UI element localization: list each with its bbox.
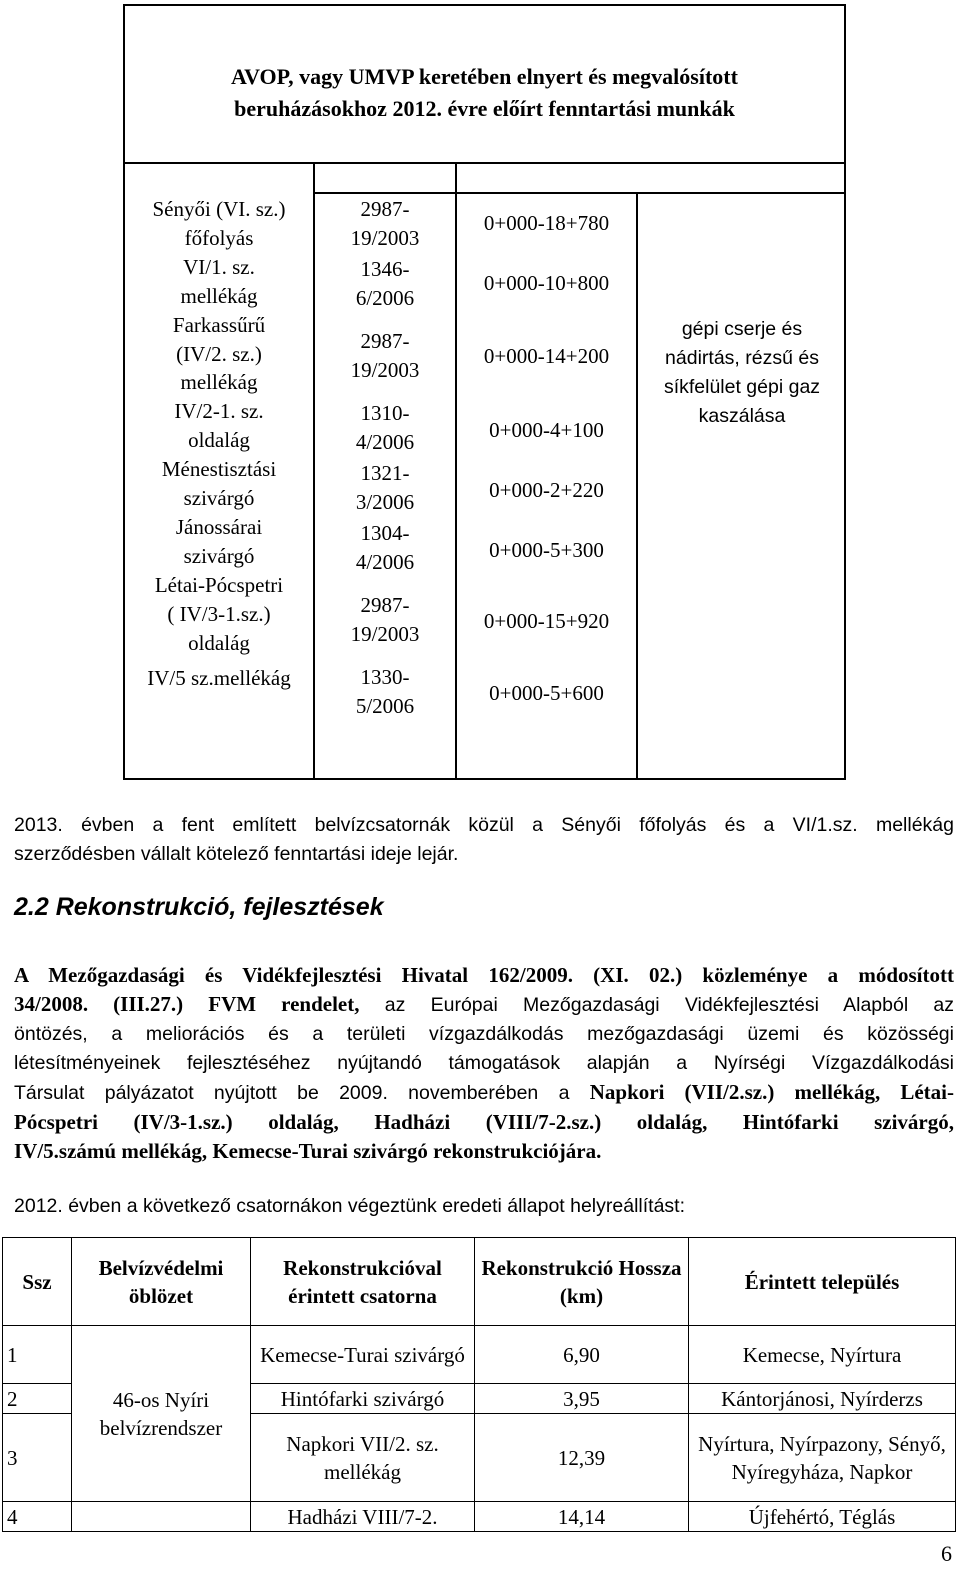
district-cell: 46-os Nyíri belvízrendszer xyxy=(72,1326,251,1502)
paragraph-restoration: 2012. évben a következő csatornákon végeztünk eredeti állapot helyreállítást: xyxy=(14,1195,686,1217)
paragraph-expiry: 2013. évben a fent említett belvízcsatornák közül a Sényői főfolyás és a VI/1.sz. mellékág szerződésben vállalt kötelező fenntartási ideje lejár. xyxy=(14,814,954,865)
reconstruction-table xyxy=(2,1237,956,1532)
page-number: 6 xyxy=(941,1541,952,1566)
paragraph-reconstruction: A Mezőgazdasági és Vidékfejlesztési Hivatal 162/2009. (XI. 02.) közleménye a módosított 34/2008. (III.27.) FVM rendelet, az Európai Mezőgazdasági Vidékfejlesztési Alapból az öntözés, a meliorációs és a területi vízgazdálkodás mezőgazdasági üzemi és közösségi létesítményeinek fejlesztéséhez nyújtandó támogatások alapján a Nyírségi Vízgazdálkodási Társulat pályázatot nyújtott be 2009. novemberében a Napkori (VII/2.sz.) mellékág, Létai- Pócspetri (IV/3-1.sz.) oldalág, Hadházi (VIII/7-2.sz.) oldalág, Hintófarki szivárgó, IV/5.számú mellékág, Kemecse-Turai szivárgó rekonstrukciójára. xyxy=(14,963,955,1163)
work-description: gépi cserje és nádirtás, rézsű és síkfelület gépi gaz kaszálása xyxy=(663,318,821,427)
table-title: AVOP, vagy UMVP keretében elnyert és megvalósított beruházásokhoz 2012. évre előírt fenntartási munkák xyxy=(231,64,738,121)
divider xyxy=(313,192,846,194)
table-header-row xyxy=(3,1238,956,1326)
section-heading: 2.2 Rekonstrukció, fejlesztések xyxy=(14,893,384,921)
header-ssz: Ssz xyxy=(3,1238,72,1326)
table-row: 2 Hintófarki szivárgó 3,95 Kántorjánosi, Nyírderzs xyxy=(3,1384,956,1414)
table-row: 4 Hadházi VIII/7-2. 14,14 Újfehértó, Téglás xyxy=(3,1502,956,1532)
table-row: 1 46-os Nyíri belvízrendszer Kemecse-Turai szivárgó 6,90 Kemecse, Nyírtura xyxy=(3,1326,956,1384)
header-channel: Rekonstrukcióval érintett csatorna xyxy=(251,1238,475,1326)
header-settlement: Érintett település xyxy=(689,1238,956,1326)
header-district: Belvízvédelmi öblözet xyxy=(72,1238,251,1326)
divider xyxy=(636,192,638,780)
header-length: Rekonstrukció Hossza (km) xyxy=(475,1238,689,1326)
district-cell-empty xyxy=(72,1502,251,1532)
channel-list: Sényői (VI. sz.) főfolyás VI/1. sz. mellékág Farkassűrű (IV/2. sz.) mellékág IV/2-1. sz. oldalág Ménestisztási szivárgó Jánossárai szivárgó Létai-Pócspetri ( IV/3-1.sz.) oldalág IV/5 sz.mellékág xyxy=(147,197,291,690)
table-row: 3 Napkori VII/2. sz. mellékág 12,39 Nyírtura, Nyírpazony, Sényő, Nyíregyháza, Napkor xyxy=(3,1414,956,1502)
